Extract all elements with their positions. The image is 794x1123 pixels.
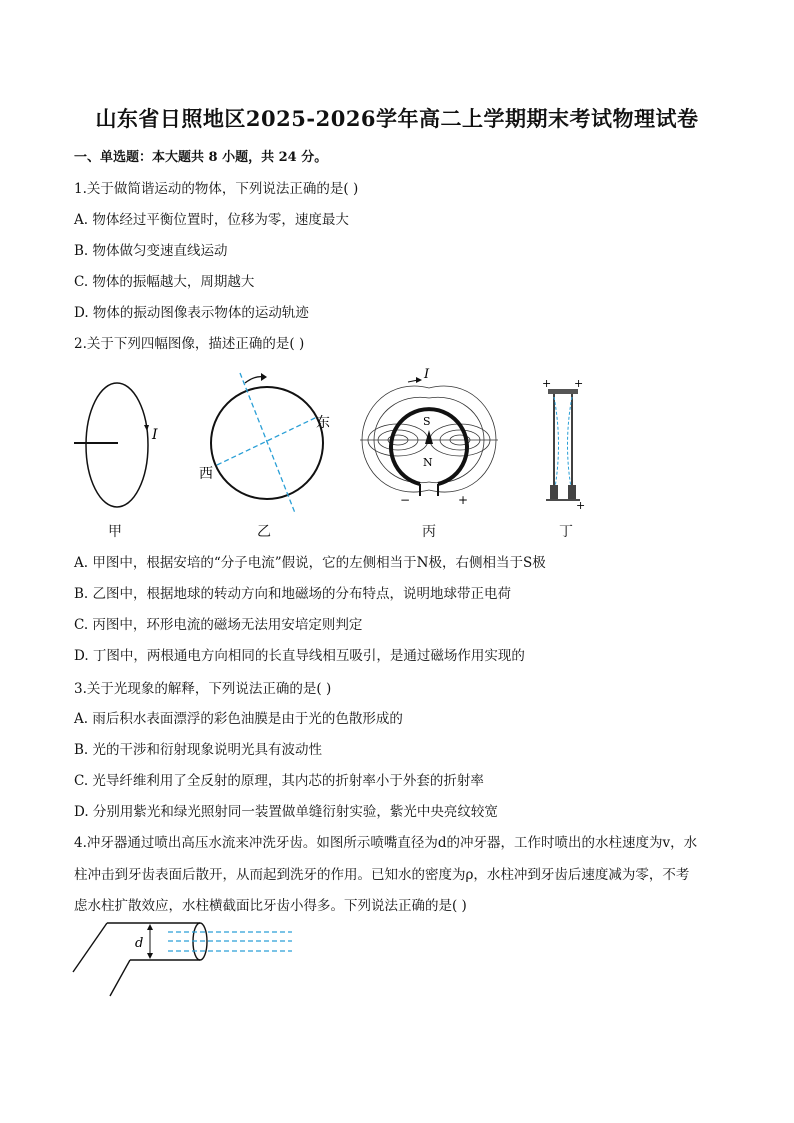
question-2-stem: 2.关于下列四幅图像，描述正确的是( ): [74, 336, 305, 352]
question-2-option-d: D. 丁图中，两根通电方向相同的长直导线相互吸引，是通过磁场作用实现的: [74, 648, 525, 664]
question-1-option-b: B. 物体做匀变速直线运动: [74, 243, 228, 259]
current-arrow-icon: [416, 377, 422, 383]
question-1-option-c: C. 物体的振幅越大，周期越大: [74, 274, 255, 290]
weight-right: [568, 485, 576, 499]
question-4-line-2: 柱冲击到牙齿表面后散开，从而起到洗牙的作用。已知水的密度为ρ，水柱冲到牙齿后速度减为零，不考: [74, 867, 690, 883]
page-title: 山东省日照地区2025-2026学年高二上学期期末考试物理试卷: [95, 106, 699, 131]
question-1-stem: 1.关于做简谐运动的物体，下列说法正确的是( ): [74, 181, 359, 197]
label-plus: +: [458, 493, 469, 507]
question-4-line-1: 4.冲牙器通过喷出高压水流来冲洗牙齿。如图所示喷嘴直径为d的冲牙器，工作时喷出的水柱速度为v，水: [74, 835, 698, 851]
question-1-option-a: A. 物体经过平衡位置时，位移为零，速度最大: [74, 212, 349, 228]
question-3-option-d: D. 分别用紫光和绿光照射同一装置做单缝衍射实验，紫光中央亮纹较宽: [74, 804, 498, 820]
figure-water-flosser: [70, 918, 300, 1003]
question-2-option-c: C. 丙图中，环形电流的磁场无法用安培定则判定: [74, 617, 363, 633]
current-label: I: [152, 427, 158, 443]
label-s: S: [423, 415, 431, 428]
label-plus-left: +: [542, 377, 552, 390]
figure-ding: [540, 375, 590, 515]
figure-yi: [195, 365, 340, 520]
weight-left: [550, 485, 558, 499]
rotation-axis: [240, 373, 295, 513]
question-3-option-a: A. 雨后积水表面漂浮的彩色油膜是由于光的色散形成的: [74, 711, 403, 727]
label-n: N: [423, 456, 433, 469]
question-3-option-c: C. 光导纤维利用了全反射的原理，其内芯的折射率小于外套的折射率: [74, 773, 484, 789]
question-4-line-3: 虑水柱扩散效应，水柱横截面比牙齿小得多。下列说法正确的是( ): [74, 898, 467, 914]
label-plus-bottom: +: [576, 499, 586, 512]
question-3-option-b: B. 光的干涉和衍射现象说明光具有波动性: [74, 742, 323, 758]
rotation-arrow-icon: [261, 373, 267, 381]
caption-bing: 丙: [422, 524, 436, 540]
caption-ding: 丁: [559, 524, 573, 540]
caption-yi: 乙: [257, 524, 271, 540]
label-plus-right: +: [574, 377, 584, 390]
label-east: 东: [316, 415, 330, 431]
question-3-stem: 3.关于光现象的解释，下列说法正确的是( ): [74, 681, 332, 697]
question-2-option-a: A. 甲图中，根据安培的“分子电流”假说，它的左侧相当于N极，右侧相当于S极: [74, 555, 546, 571]
current-label: I: [424, 368, 430, 382]
diameter-label: d: [135, 936, 144, 951]
label-minus: −: [400, 493, 411, 507]
question-2-option-b: B. 乙图中，根据地球的转动方向和地磁场的分布特点，说明地球带正电荷: [74, 586, 512, 602]
compass-needle-icon: [425, 430, 433, 444]
nozzle-upper-edge: [73, 923, 107, 972]
figure-jia: [70, 375, 180, 515]
caption-jia: 甲: [108, 524, 122, 540]
question-1-option-d: D. 物体的振动图像表示物体的运动轨迹: [74, 305, 309, 321]
figure-bing: [360, 368, 500, 513]
section-heading: 一、单选题：本大题共 8 小题，共 24 分。: [74, 150, 328, 165]
current-loop: [86, 383, 148, 507]
nozzle-lower-edge: [110, 960, 130, 996]
label-west: 西: [199, 466, 213, 482]
